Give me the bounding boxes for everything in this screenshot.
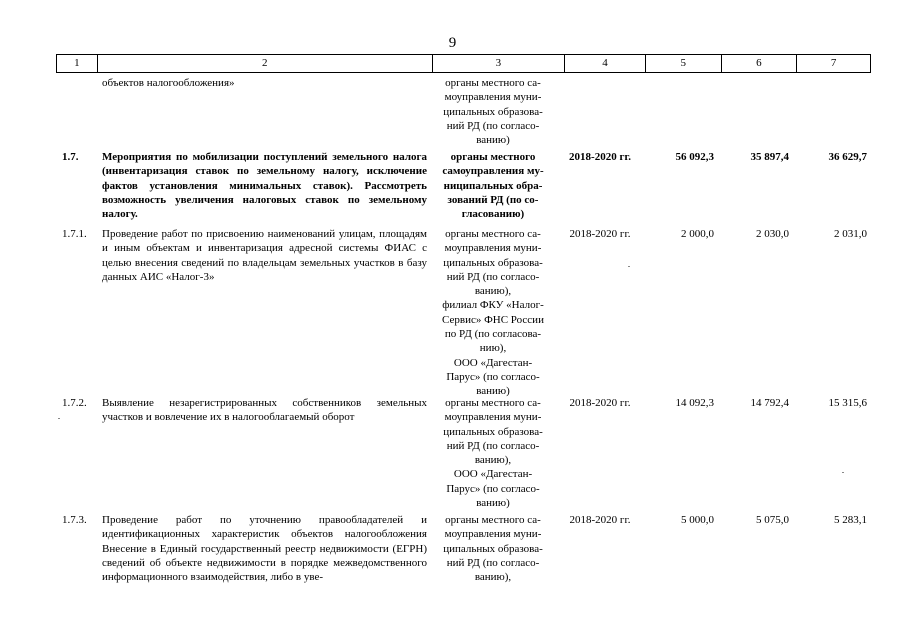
row-description: Выявление незарегистрированных собственников земельных участков и вовлечение их в налогооблагаемый оборот bbox=[102, 397, 427, 424]
row-number: 1.7.2. bbox=[62, 397, 87, 409]
column-header-6: 6 bbox=[722, 55, 798, 72]
column-header-7: 7 bbox=[797, 55, 871, 72]
row-number: 1.7.3. bbox=[62, 514, 87, 526]
row-value-col7: 5 283,1 bbox=[834, 514, 867, 526]
row-number: 1.7.1. bbox=[62, 228, 87, 240]
row-period: 2018-2020 гг. bbox=[569, 397, 631, 409]
row-value-col6: 35 897,4 bbox=[750, 151, 789, 163]
row-description: Мероприятия по мобилизации поступлений земельного налога (инвентаризация ставок по земельному налогу, исключение фактов установления минимальных ставок). Рассмотреть возможность увеличения налоговых ставок по земельному налогу. bbox=[102, 151, 427, 221]
scan-speck bbox=[842, 472, 844, 473]
row-description: объектов налогообложения» bbox=[102, 77, 235, 89]
row-executor: органы местного са- моуправления муни- ципальных образова- ний РД (по согласо- ванию) bbox=[443, 77, 543, 147]
column-header-2: 2 bbox=[98, 55, 433, 72]
row-executor: органы местного са- моуправления муни- ципальных образова- ний РД (по согласо- ванию), ООО «Дагестан- Парус» (по согласо- ванию) bbox=[443, 397, 543, 510]
row-number: 1.7. bbox=[62, 151, 79, 163]
table-header-row bbox=[56, 54, 871, 73]
row-executor: органы местного са- моуправления муни- ципальных образова- ний РД (по согласо- ванию), филиал ФКУ «Налог- Сервис» ФНС России по РД (по согласова- нию), ООО «Дагестан- Парус» (по согласо- ванию) bbox=[442, 228, 544, 398]
scan-speck bbox=[58, 418, 60, 419]
row-value-col6: 14 792,4 bbox=[750, 397, 789, 409]
column-header-3: 3 bbox=[433, 55, 566, 72]
row-executor: органы местного са- моуправления муни- ципальных образова- ний РД (по согласо- ванию), bbox=[443, 514, 543, 584]
program-table bbox=[56, 54, 871, 584]
row-period: 2018-2020 гг. bbox=[569, 228, 631, 240]
row-period: 2018-2020 гг. bbox=[569, 514, 631, 526]
row-period: 2018-2020 гг. bbox=[569, 151, 631, 163]
row-value-col5: 5 000,0 bbox=[681, 514, 714, 526]
row-value-col5: 56 092,3 bbox=[675, 151, 714, 163]
row-value-col6: 2 030,0 bbox=[756, 228, 789, 240]
row-description: Проведение работ по уточнению правообладателей и идентификационных характеристик объектов налогообложения Внесение в Единый государственный реестр недвижимости (ЕГРН) сведений об объекте недвижимости в порядке межведомственного информационного взаимодействия, либо в уве- bbox=[102, 514, 427, 584]
row-value-col7: 2 031,0 bbox=[834, 228, 867, 240]
scan-speck bbox=[628, 266, 630, 267]
row-value-col5: 14 092,3 bbox=[675, 397, 714, 409]
row-executor: органы местного самоуправления му- ниципальных обра- зований РД (по со- гласованию) bbox=[442, 151, 544, 221]
row-value-col5: 2 000,0 bbox=[681, 228, 714, 240]
row-value-col7: 15 315,6 bbox=[828, 397, 867, 409]
column-header-1: 1 bbox=[57, 55, 98, 72]
column-header-5: 5 bbox=[646, 55, 722, 72]
column-header-4: 4 bbox=[565, 55, 646, 72]
row-value-col7: 36 629,7 bbox=[828, 151, 867, 163]
row-value-col6: 5 075,0 bbox=[756, 514, 789, 526]
row-description: Проведение работ по присвоению наименований улицам, площадям и иным объектам и инвентаризация адресной системы ФИАС с целью внесения сведений по владельцам земельных участков в базу данных АИС «Налог-3» bbox=[102, 228, 427, 283]
page-number: 9 bbox=[448, 35, 457, 51]
